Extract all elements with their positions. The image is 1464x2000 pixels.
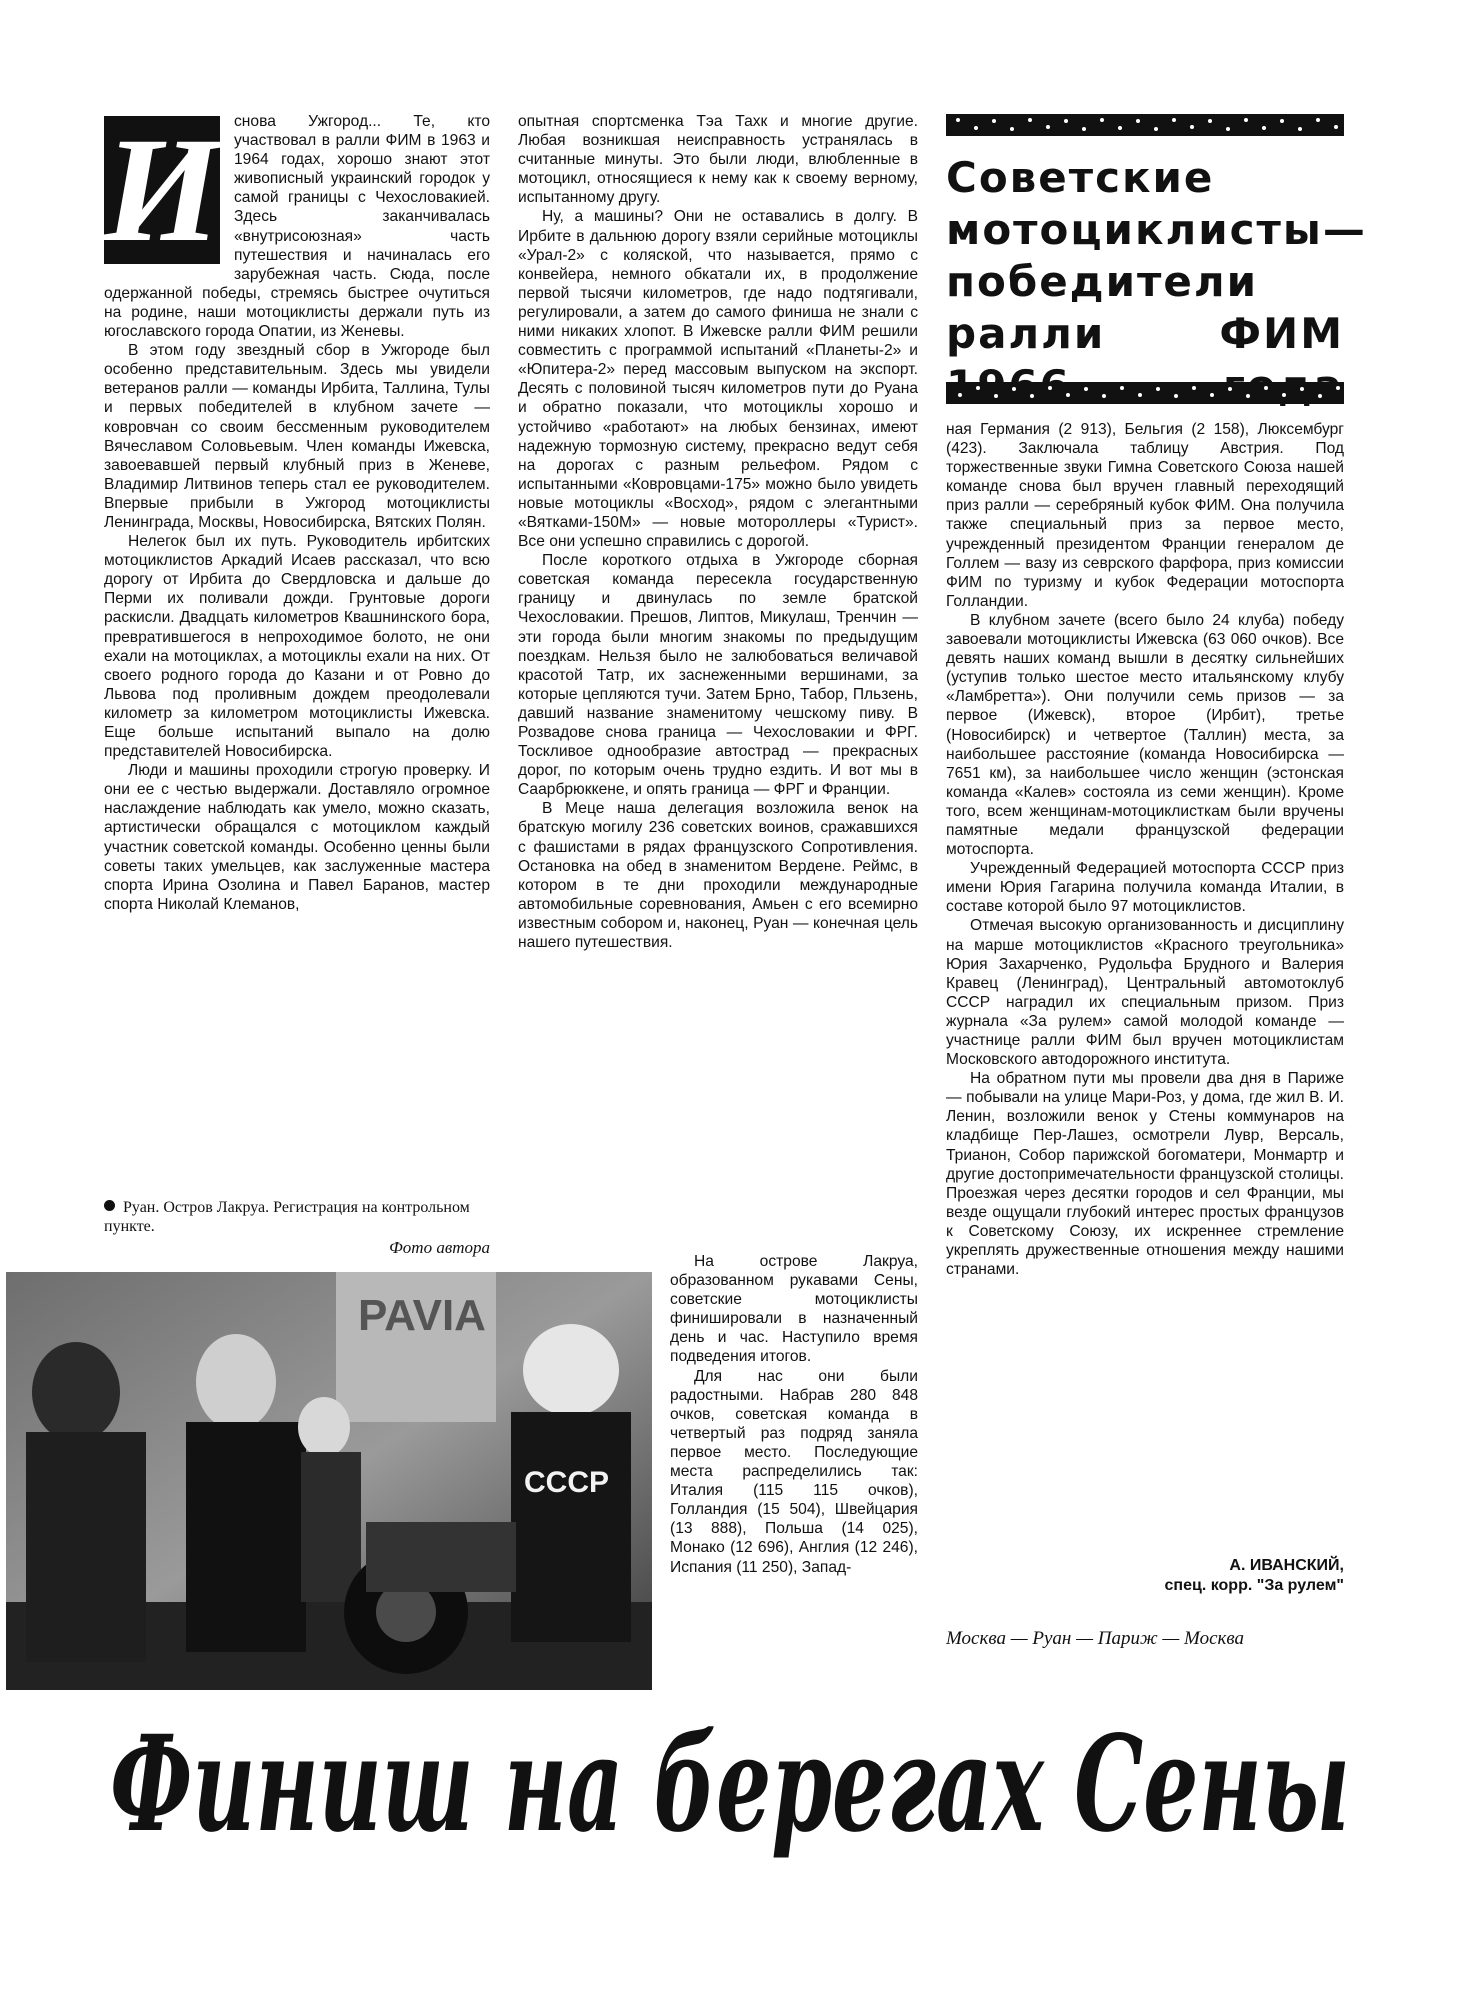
paragraph: В клубном зачете (всего было 24 клуба) победу завоевали мотоциклисты Ижевска (63 060 очков). Все девять наших команд вышли в десятку сильнейших (уступив только шестое место итальянскому клубу «Ламбретта»). Они получили семь призов — за первое (Ижевск), второе (Ирбит), третье (Новосибирск) и четвертое (Таллин) места, за наибольшее расстояние (команда Новосибирска — 7651 км), за наибольшее число женщин (эстонская команда «Калев» состояла из семи женщин). Кроме того, всем женщинам-мотоциклисткам были вручены памятные медали французской федерации мотоспорта. bbox=[946, 611, 1344, 859]
article-column-2 bbox=[518, 112, 918, 952]
drop-cap-letter bbox=[104, 116, 220, 264]
paragraph: На острове Лакруа, образованном рукавами Сены, советские мотоциклисты финишировали в назначенный день и час. Наступило время подведения итогов. bbox=[670, 1253, 918, 1366]
route-line: Москва — Руан — Париж — Москва bbox=[946, 1628, 1245, 1649]
paragraph: опытная спортсменка Тэа Тахк и многие другие. Любая возникшая неисправность устранялась в считанные минуты. Это были люди, влюбленные в мотоцикл, относящиеся к нему как к своему верному, испытанному другу. bbox=[518, 113, 918, 207]
paragraph: ная Германия (2 913), Бельгия (2 158), Люксембург (423). Заключала таблицу Австрия. Под торжественные звуки Гимна Советского Союза нашей команде снова был вручен главный переходящий приз ралли — серебряный кубок ФИМ. Она получила также специальный приз за первое место, учрежденный президентом Франции генералом де Голлем — вазу из севрского фарфора, приз комиссии ФИМ по туризму и кубок Федерации мотоспорта Голландии. bbox=[946, 421, 1344, 610]
article-column-1 bbox=[104, 112, 490, 914]
svg-text:Финиш на берегах Сены: Финиш на берегах Сены bbox=[110, 1707, 1350, 1862]
headline-line: Советские bbox=[946, 153, 1215, 202]
decorative-band-bottom bbox=[946, 380, 1344, 406]
photo-caption bbox=[104, 1198, 490, 1236]
article-column-3 bbox=[946, 420, 1344, 1279]
headline-line: мотоциклисты— bbox=[946, 205, 1367, 254]
author-byline bbox=[946, 1556, 1344, 1596]
paragraph: Учрежденный Федерацией мотоспорта СССР приз имени Юрия Гагарина получила команда Италии, в составе которой было 97 мотоциклистов. bbox=[946, 860, 1344, 916]
paragraph: Ну, а машины? Они не оставались в долгу. В Ирбите в дальнюю дорогу взяли серийные мотоциклы «Урал-2» с коляской, что называется, прямо с конвейера, немного обкатали их, в продолжение первой тысячи километров, где надо подтягивали, регулировали, а затем до самого финиша не знали с ними никаких хлопот. В Ижевске ралли ФИМ решили совместить с программой испытаний «Планеты-2» и «Юпитера-2» перед массовым выпуском на экспорт. Десять с половиной тысяч километров пути до Руана и обратно показали, что мотоциклы хорошо и устойчиво «работают» на любых бензинах, имеют надежную тормозную систему, прекрасно ведут себя на дорогах с разным рельефом. Рядом с испытанными «Ковровцами-175» можно было увидеть новые мотоциклы «Восход», рядом с элегантными «Вятками-150М» — новые мотороллеры «Турист». Все они успешно справились с дорогой. bbox=[518, 208, 918, 551]
paragraph: В Меце наша делегация возложила венок на братскую могилу 236 советских воинов, сражавшихся с фашистами в рядах французского Сопротивления. Остановка на обед в знаменитом Вердене. Реймс, в котором в те дни проходили международные автомобильные соревнования, Амьен с его всемирно известным собором и, наконец, Руан — конечная цель нашего путешествия. bbox=[518, 800, 918, 952]
svg-text:PAVIA: PAVIA bbox=[358, 1291, 486, 1340]
caption-text: Руан. Остров Лакруа. Регистрация на контрольном пункте. bbox=[104, 1199, 470, 1235]
paragraph: Для нас они были радостными. Набрав 280 848 очков, советская команда в четвертый раз подряд заняла первое место. Последующие места распределились так: Италия (115 115 очков), Голландия (15 504), Швейцария (13 888), Польша (14 025), Монако (12 696), Англия (12 246), Испания (11 250), Запад- bbox=[670, 1367, 918, 1576]
paragraph: На обратном пути мы провели два дня в Париже — побывали на улице Мари-Роз, у дома, где жил В. И. Ленин, возложили венок у Стены коммунаров на кладбище Пер-Лашез, осмотрели Лувр, Версаль, Трианон, Собор парижской богоматери, Монмартр и другие достопримечательности французской столицы. Проезжая через десятки городов и сел Франции, мы везде ощущали глубокий интерес простых французов к Советскому Союзу, их искреннее стремление укреплять дружественные отношения между нашими странами. bbox=[946, 1070, 1344, 1279]
svg-text:И: И bbox=[104, 116, 220, 264]
bullet-icon bbox=[104, 1200, 115, 1211]
svg-text:СССР: СССР bbox=[524, 1466, 610, 1499]
paragraph: В этом году звездный сбор в Ужгороде был особенно представительным. Здесь мы увидели ветеранов ралли — команды Ирбита, Таллина, Тулы и первых победителей в клубном зачете — ковровчан со своим бессменным руководителем Вячеславом Соловьевым. Член команды Ижевска, завоевавшей первый клубный приз в Женеве, Владимир Литвинов теперь стал ее руководителем. Впервые прибыли в Ужгород мотоциклисты Ленинграда, Москвы, Новосибирска, Вятских Полян. bbox=[104, 342, 490, 531]
headline-line: победители bbox=[946, 257, 1259, 306]
article-column-2-lower bbox=[670, 1252, 918, 1577]
author-role: спец. корр. "За рулем" bbox=[1164, 1577, 1344, 1594]
author-name: А. ИВАНСКИЙ, bbox=[1229, 1557, 1344, 1574]
headline-line: ралли ФИМ bbox=[946, 309, 1344, 358]
decorative-band-top bbox=[946, 112, 1344, 138]
headline bbox=[946, 152, 1367, 412]
paragraph: снова Ужгород... Те, кто участвовал в ралли ФИМ в 1963 и 1964 годах, хорошо знают этот живописный украинский городок у самой границы с Чехословакией. Здесь заканчивалась «внутрисоюзная» часть путешествия и начиналась его зарубежная часть. Сюда, после одержанной победы, стремясь быстрее очутиться на родине, наши мотоциклисты держали путь из югославского города Опатии, из Женевы. bbox=[104, 113, 490, 341]
paragraph: После короткого отдыха в Ужгороде сборная советская команда пересекла государственную границу и двинулась по земле братской Чехословакии. Прешов, Липтов, Микулаш, Тренчин — эти города были многим знакомы по предыдущим поездкам. Нельзя было не залюбоваться величавой красотой Татр, их заснеженными вершинами, за которые цепляются тучи. Затем Брно, Табор, Пльзень, давший название знаменитому чешскому пиву. В Розвадове снова граница — Чехословакии и ФРГ. Тоскливое однообразие автострад — прекрасных дорог, по которым очень трудно ездить. И вот мы в Саарбрюккене, и опять граница — ФРГ и Франции. bbox=[518, 552, 918, 799]
paragraph: Нелегок был их путь. Руководитель ирбитских мотоциклистов Аркадий Исаев рассказал, что всю дорогу от Ирбита до Свердловска и дальше до Перми их поливали дожди. Грунтовые дороги раскисли. Двадцать километров Квашнинского бора, превратившегося в непроходимое болото, не они ехали на мотоциклах, а мотоциклы ехали на них. От своего родного города до Казани и от Ровно до Львова под проливным дождем преодолевали километр за километром мотоциклисты Ижевска. Еще больше испытаний выпало на долю представителей Новосибирска. bbox=[104, 533, 490, 761]
article-photo bbox=[6, 1272, 652, 1690]
photo-credit: Фото автора bbox=[389, 1238, 490, 1257]
paragraph: Люди и машины проходили строгую проверку. И они ее с честью выдержали. Доставляло огромное наслаждение наблюдать как умело, можно сказать, артистически обращался с мотоциклом каждый участник советской команды. Особенно ценны были советы таких умельцев, как заслуженные мастера спорта Ирина Озолина и Павел Баранов, мастер спорта Николай Клеманов, bbox=[104, 762, 490, 913]
paragraph: Отмечая высокую организованность и дисциплину на марше мотоциклистов «Красного треугольника» Юрия Захарченко, Рудольфа Брудного и Валерия Кравец (Ленинград), Центральный автомотоклуб СССР наградил их специальным призом. Приз журнала «За рулем» самой молодой команде — участнице ралли ФИМ был вручен мотоциклистам Московского автодорожного института. bbox=[946, 917, 1344, 1069]
article-title bbox=[80, 1680, 1380, 1880]
